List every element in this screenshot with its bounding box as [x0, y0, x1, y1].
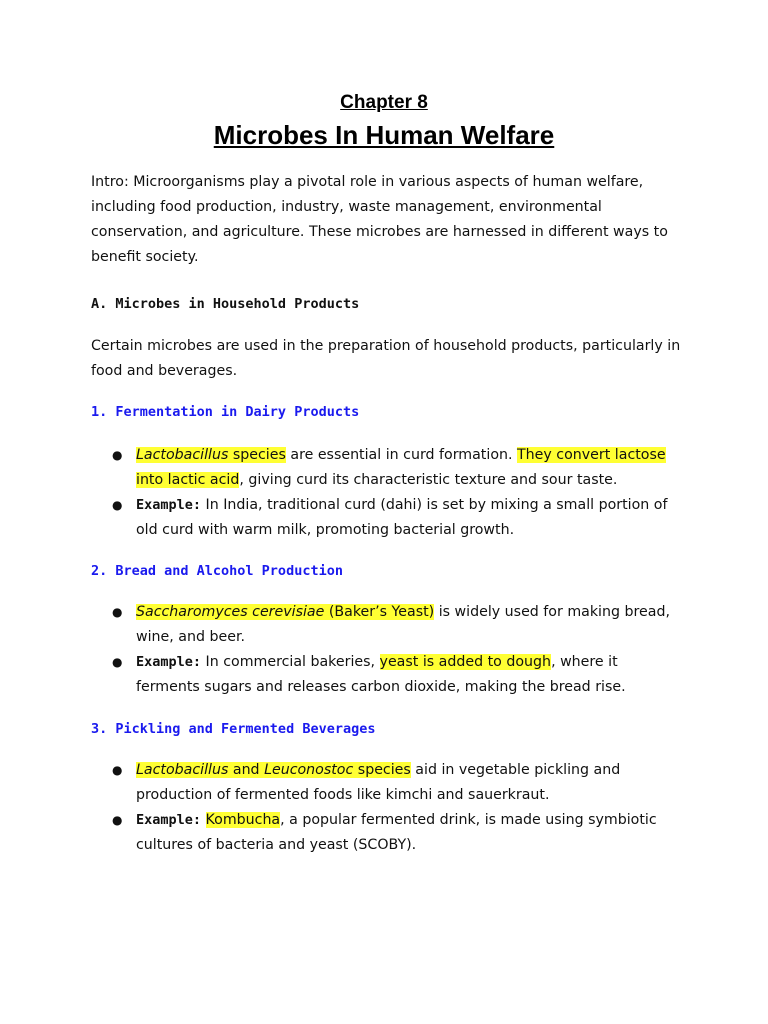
highlight: Saccharomyces cerevisiae (Baker’s Yeast)	[136, 604, 435, 620]
intro-paragraph: Intro: Microorganisms play a pivotal role in various aspects of human welfare, including food production, industry, waste management, environmental conservation, and agriculture. These microbes are harnessed in different ways to benefit society.	[91, 174, 668, 265]
chapter-label: Chapter 8	[340, 92, 428, 113]
bullet-icon: ●	[112, 763, 123, 777]
example-label: Example:	[136, 812, 202, 828]
section-a-heading: A. Microbes in Household Products	[91, 296, 360, 312]
highlight: Lactobacillus species	[136, 447, 286, 463]
list-item: ● Example: Kombucha, a popular fermented drink, is made using symbiotic cultures of bacteria and yeast (SCOBY).	[112, 808, 672, 858]
subsection-heading-bread: 2. Bread and Alcohol Production	[91, 563, 343, 579]
example-label: Example:	[136, 497, 202, 513]
list-item: ● Saccharomyces cerevisiae (Baker’s Yeast) is widely used for making bread, wine, and beer.	[112, 600, 672, 650]
highlight: Lactobacillus and Leuconostoc species	[136, 762, 411, 778]
subsection-heading-pickling: 3. Pickling and Fermented Beverages	[91, 721, 376, 737]
bullet-icon: ●	[112, 813, 123, 827]
bullet-icon: ●	[112, 655, 123, 669]
bread-bullet-list	[112, 600, 672, 700]
list-item: ● Lactobacillus and Leuconostoc species aid in vegetable pickling and production of fermented foods like kimchi and sauerkraut.	[112, 758, 672, 808]
section-a-text: Certain microbes are used in the preparation of household products, particularly in food and beverages.	[91, 338, 681, 379]
bullet-icon: ●	[112, 605, 123, 619]
list-item: ● Example: In India, traditional curd (dahi) is set by mixing a small portion of old curd with warm milk, promoting bacterial growth.	[112, 493, 672, 543]
highlight: yeast is added to dough	[379, 654, 552, 670]
bullet-icon: ●	[112, 448, 123, 462]
highlight: They convert lactose into lactic acid	[136, 447, 666, 488]
highlight: Kombucha	[205, 812, 281, 828]
example-label: Example:	[136, 654, 202, 670]
subsection-heading-dairy: 1. Fermentation in Dairy Products	[91, 404, 360, 420]
list-item: ● Example: In commercial bakeries, yeast is added to dough, where it ferments sugars and releases carbon dioxide, making the bread rise.	[112, 650, 672, 700]
pickling-bullet-list	[112, 758, 672, 858]
bullet-icon: ●	[112, 498, 123, 512]
page-title: Microbes In Human Welfare	[213, 120, 555, 150]
dairy-bullet-list	[112, 443, 672, 543]
list-item: ● Lactobacillus species are essential in curd formation. They convert lactose into lactic acid, giving curd its characteristic texture and sour taste.	[112, 443, 672, 493]
